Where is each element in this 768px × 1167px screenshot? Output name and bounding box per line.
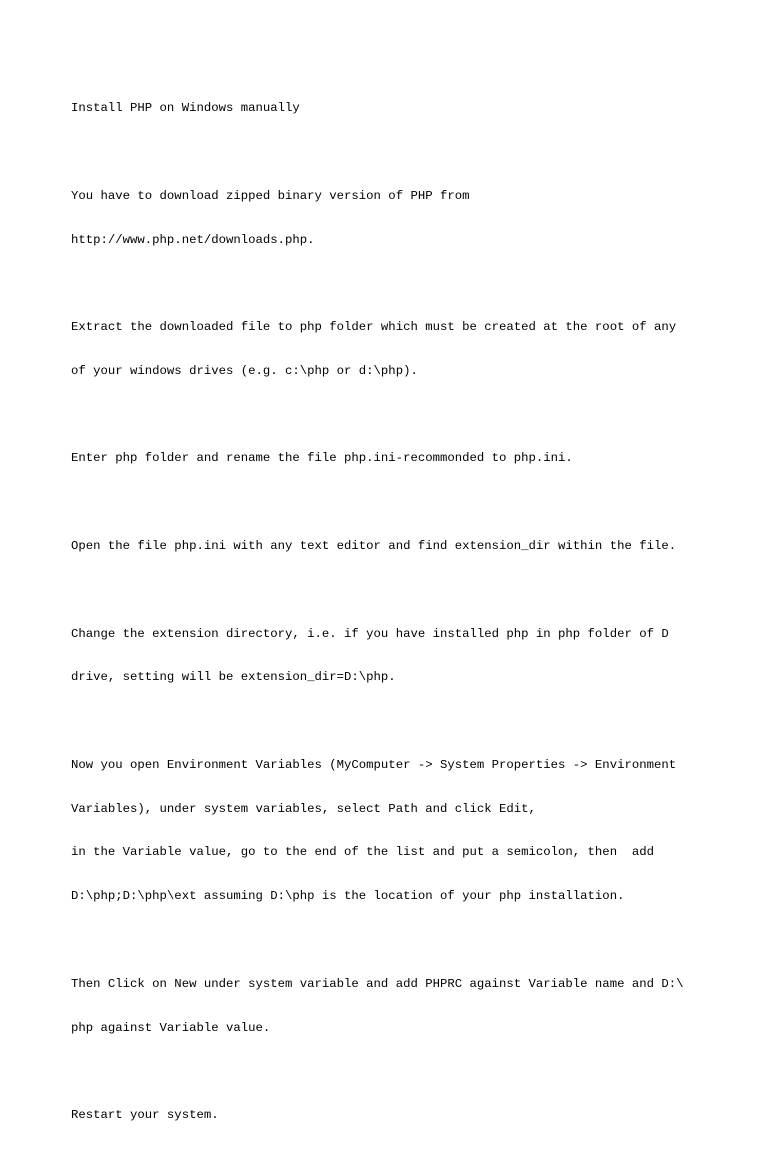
text-line: Now you open Environment Variables (MyComputer -> System Properties -> Environment (71, 757, 677, 772)
paragraph-open-ini (71, 510, 731, 583)
text-line: Open the file php.ini with any text editor and find extension_dir within the file. (71, 539, 677, 553)
text-line: php against Variable value. (71, 1020, 271, 1035)
paragraph-restart (71, 1079, 731, 1152)
text-line: Change the extension directory, i.e. if you have installed php in php folder of D (71, 626, 669, 641)
text-line: Restart your system. (71, 1108, 219, 1123)
text-line: Install PHP on Windows manually (71, 101, 300, 116)
text-line: drive, setting will be extension_dir=D:\php. (71, 670, 396, 685)
text-line: Enter php folder and rename the file php.ini-recommonded to php.ini. (71, 451, 573, 466)
text-line: Then Click on New under system variable and add PHPRC against Variable name and D:\ (71, 976, 684, 991)
paragraph-download (71, 160, 731, 277)
paragraph-title (71, 72, 731, 145)
paragraph-environment-variables (71, 729, 731, 933)
paragraph-phprc (71, 948, 731, 1065)
text-line: http://www.php.net/downloads.php. (71, 232, 315, 247)
paragraph-rename (71, 422, 731, 495)
text-line: in the Variable value, go to the end of the list and put a semicolon, then add (71, 845, 654, 860)
text-line: Variables), under system variables, select Path and click Edit, (71, 801, 536, 816)
paragraph-extension-dir (71, 597, 731, 714)
document-page (71, 72, 731, 1167)
text-line: of your windows drives (e.g. c:\php or d:\php). (71, 363, 418, 378)
text-line: Extract the downloaded file to php folder which must be created at the root of any (71, 320, 677, 335)
text-line: D:\php;D:\php\ext assuming D:\php is the location of your php installation. (71, 889, 625, 904)
text-line: You have to download zipped binary version of PHP from (71, 188, 470, 203)
paragraph-extract (71, 291, 731, 408)
